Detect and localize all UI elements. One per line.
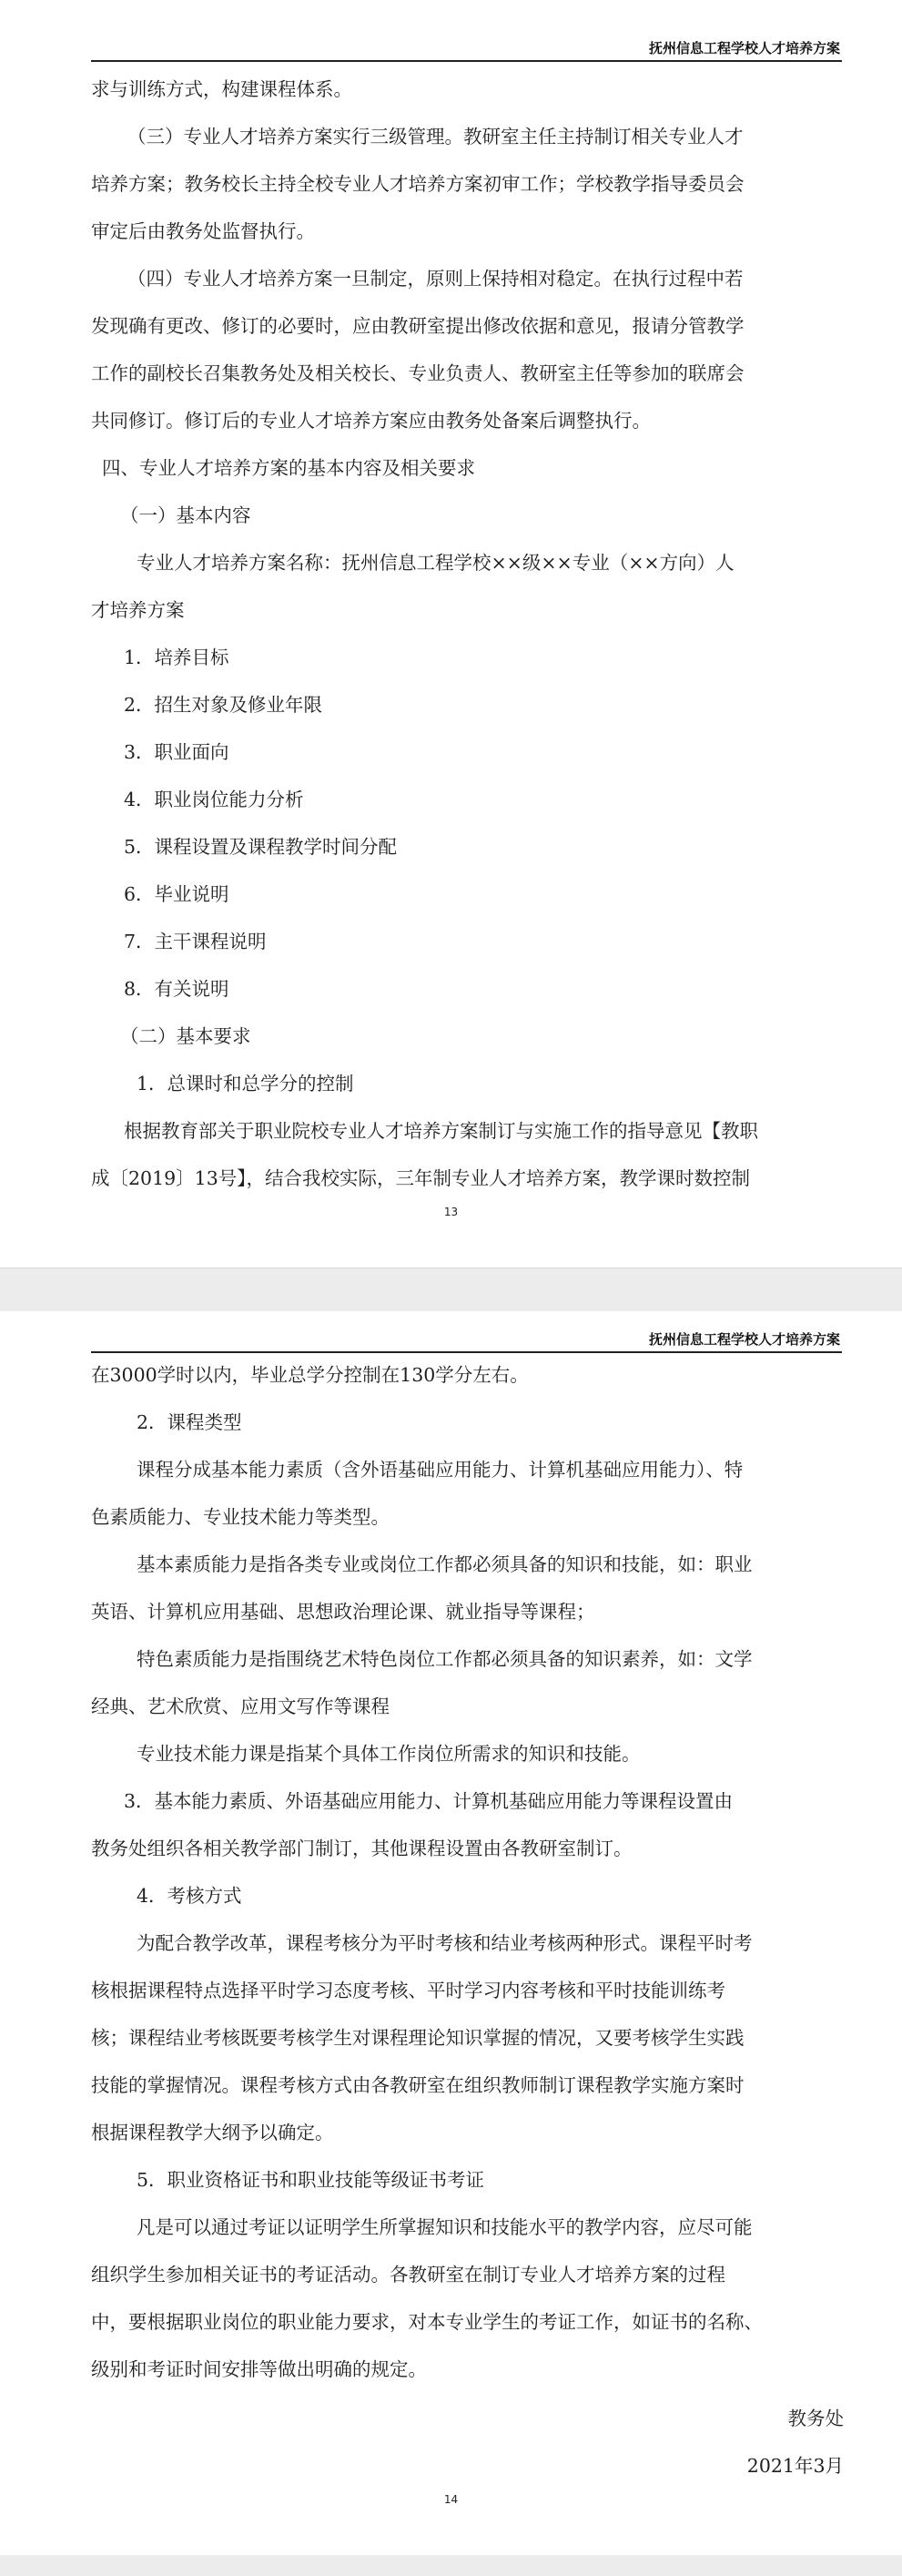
text-line: （四）专业人才培养方案一旦制定，原则上保持相对稳定。在执行过程中若 [127, 268, 744, 290]
signature-date: 2021年3月 [746, 2455, 844, 2477]
list-item: 4．职业岗位能力分析 [124, 789, 304, 810]
text-line: 组织学生参加相关证书的考证活动。各教研室在制订专业人才培养方案的过程 [91, 2264, 725, 2286]
list-item: 6．毕业说明 [124, 883, 229, 905]
list-item: 2．招生对象及修业年限 [124, 694, 323, 716]
document-page-14 [0, 1311, 902, 2555]
text-line: 工作的副校长召集教务处及相关校长、专业负责人、教研室主任等参加的联席会 [91, 362, 745, 384]
text-line: 技能的掌握情况。课程考核方式由各教研室在组织教师制订课程教学实施方案时 [91, 2074, 745, 2096]
header-rule [91, 1351, 842, 1353]
text-line: 色素质能力、专业技术能力等类型。 [91, 1506, 390, 1528]
text-line: （三）专业人才培养方案实行三级管理。教研室主任主持制订相关专业人才 [127, 126, 744, 148]
text-line: 才培养方案 [91, 599, 185, 621]
page-number: 14 [443, 2493, 459, 2506]
list-item: 4．考核方式 [137, 1885, 242, 1907]
page-separator [0, 2555, 902, 2576]
list-item: 3．基本能力素质、外语基础应用能力、计算机基础应用能力等课程设置由 [124, 1790, 734, 1812]
subsection-heading: （二）基本要求 [120, 1025, 251, 1047]
text-line: 特色素质能力是指围绕艺术特色岗位工作都必须具备的知识素养，如：文学 [137, 1648, 753, 1670]
text-line: 英语、计算机应用基础、思想政治理论课、就业指导等课程； [91, 1601, 595, 1623]
signature-office: 教务处 [787, 2408, 844, 2429]
text-line: 基本素质能力是指各类专业或岗位工作都必须具备的知识和技能，如：职业 [137, 1553, 753, 1575]
list-item: 1．总课时和总学分的控制 [137, 1073, 354, 1095]
text-line: 凡是可以通过考证以证明学生所掌握知识和技能水平的教学内容，应尽可能 [137, 2216, 753, 2238]
text-line: 课程分成基本能力素质（含外语基础应用能力、计算机基础应用能力）、特 [137, 1459, 744, 1481]
list-item: 5．职业资格证书和职业技能等级证书考证 [137, 2169, 485, 2191]
text-line: 教务处组织各相关教学部门制订，其他课程设置由各教研室制订。 [91, 1838, 633, 1859]
list-item: 7．主干课程说明 [124, 931, 267, 952]
list-item: 1．培养目标 [124, 647, 229, 668]
text-line: 中，要根据职业岗位的职业能力要求，对本专业学生的考证工作，如证书的名称、 [91, 2311, 763, 2333]
document-page-13 [0, 0, 902, 1268]
page-header-title: 抚州信息工程学校人才培养方案 [648, 40, 840, 56]
text-line: 根据教育部关于职业院校专业人才培养方案制订与实施工作的指导意见【教职 [124, 1120, 758, 1142]
text-line: 为配合教学改革，课程考核分为平时考核和结业考核两种形式。课程平时考 [137, 1932, 753, 1954]
text-line: 发现确有更改、修订的必要时，应由教研室提出修改依据和意见，报请分管教学 [91, 315, 745, 337]
text-line: 成〔2019〕13号】，结合我校实际，三年制专业人才培养方案，教学课时数控制 [91, 1167, 751, 1189]
text-line: 培养方案；教务校长主持全校专业人才培养方案初审工作；学校教学指导委员会 [91, 173, 745, 195]
text-line: 级别和考证时间安排等做出明确的规定。 [91, 2358, 427, 2380]
text-line: 在3000学时以内，毕业总学分控制在130学分左右。 [91, 1364, 529, 1386]
header-rule [91, 60, 842, 62]
text-line: 根据课程教学大纲予以确定。 [91, 2122, 334, 2143]
list-item: 2．课程类型 [137, 1411, 242, 1433]
text-line: 审定后由教务处监督执行。 [91, 220, 315, 242]
subsection-heading: （一）基本内容 [120, 504, 251, 526]
text-line: 求与训练方式，构建课程体系。 [91, 78, 352, 100]
text-line: 专业技术能力课是指某个具体工作岗位所需求的知识和技能。 [137, 1743, 641, 1765]
list-item: 5．课程设置及课程教学时间分配 [124, 836, 398, 858]
text-line: 经典、艺术欣赏、应用文写作等课程 [91, 1695, 390, 1717]
text-line: 共同修订。修订后的专业人才培养方案应由教务处备案后调整执行。 [91, 410, 651, 432]
list-item: 8．有关说明 [124, 978, 229, 1000]
list-item: 3．职业面向 [124, 741, 229, 763]
text-line: 核；课程结业考核既要考核学生对课程理论知识掌握的情况，又要考核学生实践 [91, 2027, 745, 2049]
text-line: 核根据课程特点选择平时学习态度考核、平时学习内容考核和平时技能训练考 [91, 1980, 725, 2001]
page-separator [0, 1268, 902, 1312]
page-number: 13 [443, 1206, 459, 1218]
section-heading: 四、专业人才培养方案的基本内容及相关要求 [102, 457, 475, 479]
text-line: 专业人才培养方案名称：抚州信息工程学校××级××专业（××方向）人 [137, 552, 735, 574]
page-header-title: 抚州信息工程学校人才培养方案 [648, 1331, 840, 1348]
